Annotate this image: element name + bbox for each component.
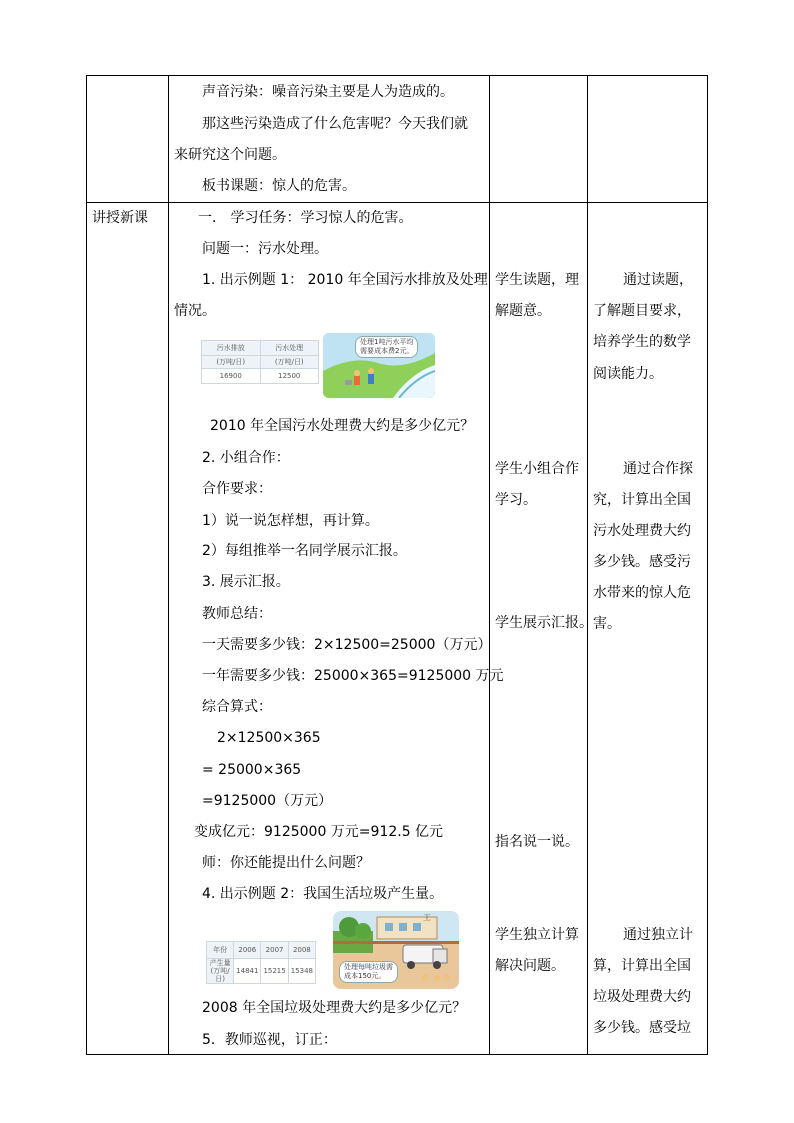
column-divider <box>168 75 169 1055</box>
student-activity-line: 学习。 <box>495 492 537 508</box>
content-line: 板书课题：惊人的危害。 <box>202 178 356 194</box>
table-cell: 16900 <box>202 369 261 384</box>
content-line: 2008 年全国垃圾处理费大约是多少亿元？ <box>202 1000 467 1016</box>
sewage-data-table <box>201 340 319 384</box>
lesson-table <box>86 75 708 1055</box>
content-line: 情况。 <box>174 303 216 319</box>
student-activity-line: 学生展示汇报。 <box>495 615 593 631</box>
design-intent-line: 垃圾处理费大约 <box>593 989 691 1005</box>
content-line: 变成亿元：9125000 万元=912.5 亿元 <box>194 824 444 840</box>
content-line: 2. 小组合作： <box>202 450 290 466</box>
content-line: 4. 出示例题 2：我国生活垃圾产生量。 <box>202 886 444 902</box>
row-divider <box>86 202 708 203</box>
table-header: 年份 <box>207 942 234 959</box>
table-cell: 14841 <box>234 959 261 984</box>
content-line: 2010 年全国污水处理费大约是多少亿元？ <box>210 418 475 434</box>
content-line: 5．教师巡视，订正： <box>202 1032 337 1048</box>
design-intent-line: 通过读题， <box>623 272 693 288</box>
design-intent-line: 阅读能力。 <box>593 366 663 382</box>
table-unit: (万吨/日) <box>202 356 261 369</box>
design-intent-line: 了解题目要求， <box>593 303 691 319</box>
table-cell: 15348 <box>288 959 315 984</box>
design-intent-line: 多少钱。感受垃 <box>593 1020 691 1036</box>
content-line: 1. 出示例题 1： 2010 年全国污水排放及处理 <box>202 272 488 288</box>
column-divider <box>587 75 588 1055</box>
speech-bubble <box>355 336 418 358</box>
table-header: 污水排放 <box>202 341 261 356</box>
content-line: 问题一：污水处理。 <box>202 241 328 257</box>
table-border-right <box>707 75 708 1055</box>
table-header: 污水处理 <box>260 341 319 356</box>
garbage-truck-illustration <box>333 911 459 989</box>
table-cell: 15215 <box>261 959 288 984</box>
content-line: 1）说一说怎样想，再计算。 <box>202 513 379 529</box>
table-header: 2008 <box>288 942 315 959</box>
content-line: 那这些污染造成了什么危害呢？今天我们就 <box>202 116 468 132</box>
design-intent-line: 通过独立计 <box>623 927 693 943</box>
student-activity-line: 指名说一说。 <box>495 834 579 850</box>
design-intent-line: 究，计算出全国 <box>593 492 691 508</box>
content-line: 3. 展示汇报。 <box>202 574 290 590</box>
table-border-left <box>86 75 87 1055</box>
design-intent-line: 多少钱。感受污 <box>593 554 691 570</box>
stage-label: 讲授新课 <box>92 210 148 226</box>
speech-bubble <box>339 961 398 983</box>
sign-label: 工 <box>423 913 431 922</box>
river-illustration <box>323 333 435 398</box>
content-line: = 25000×365 <box>202 762 302 778</box>
bubble-line: 处理每吨垃圾需 <box>344 963 393 971</box>
garbage-data-table <box>206 941 316 984</box>
content-line: 声音污染：噪音污染主要是人为造成的。 <box>202 84 454 100</box>
design-intent-line: 害。 <box>593 616 621 632</box>
row-label-line: 产生量 <box>209 959 231 967</box>
student-activity-line: 学生读题，理 <box>495 272 579 288</box>
content-line: 2）每组推举一名同学展示汇报。 <box>202 543 407 559</box>
design-intent-line: 污水处理费大约 <box>593 523 691 539</box>
bubble-line: 处理1吨污水平均 <box>360 338 414 346</box>
student-activity-line: 解决问题。 <box>495 958 565 974</box>
bubble-line: 成本150元。 <box>344 972 386 980</box>
content-line: 教师总结： <box>202 606 272 622</box>
design-intent-line: 水带来的惊人危 <box>593 585 691 601</box>
student-activity-line: 解题意。 <box>495 303 551 319</box>
student-activity-line: 学生小组合作 <box>495 461 579 477</box>
table-unit: (万吨/日) <box>260 356 319 369</box>
content-line: 来研究这个问题。 <box>174 147 286 163</box>
content-line: 一天需要多少钱：2×12500=25000（万元） <box>202 637 492 653</box>
table-row-label <box>207 959 234 984</box>
column-divider <box>489 75 490 1055</box>
garbage-data-figure <box>206 941 316 984</box>
table-header: 2007 <box>261 942 288 959</box>
table-cell: 12500 <box>260 369 319 384</box>
design-intent-line: 算，计算出全国 <box>593 958 691 974</box>
content-line: 2×12500×365 <box>217 730 321 746</box>
table-header: 2006 <box>234 942 261 959</box>
content-line: 合作要求： <box>202 481 272 497</box>
content-line: 师：你还能提出什么问题？ <box>202 855 370 871</box>
content-line: 综合算式： <box>202 699 272 715</box>
table-border-top <box>86 75 708 76</box>
content-line: =9125000（万元） <box>202 793 333 809</box>
content-line: 一年需要多少钱：25000×365=9125000 万元 <box>202 668 504 684</box>
design-intent-line: 通过合作探 <box>623 461 693 477</box>
student-activity-line: 学生独立计算 <box>495 927 579 943</box>
sewage-data-figure <box>201 340 319 384</box>
row-label-line: (万吨/日) <box>210 967 230 983</box>
table-border-bottom <box>86 1054 708 1055</box>
design-intent-line: 培养学生的数学 <box>593 334 691 350</box>
bubble-line: 需要成本费2元。 <box>360 347 414 355</box>
content-line: 一． 学习任务：学习惊人的危害。 <box>198 210 413 226</box>
